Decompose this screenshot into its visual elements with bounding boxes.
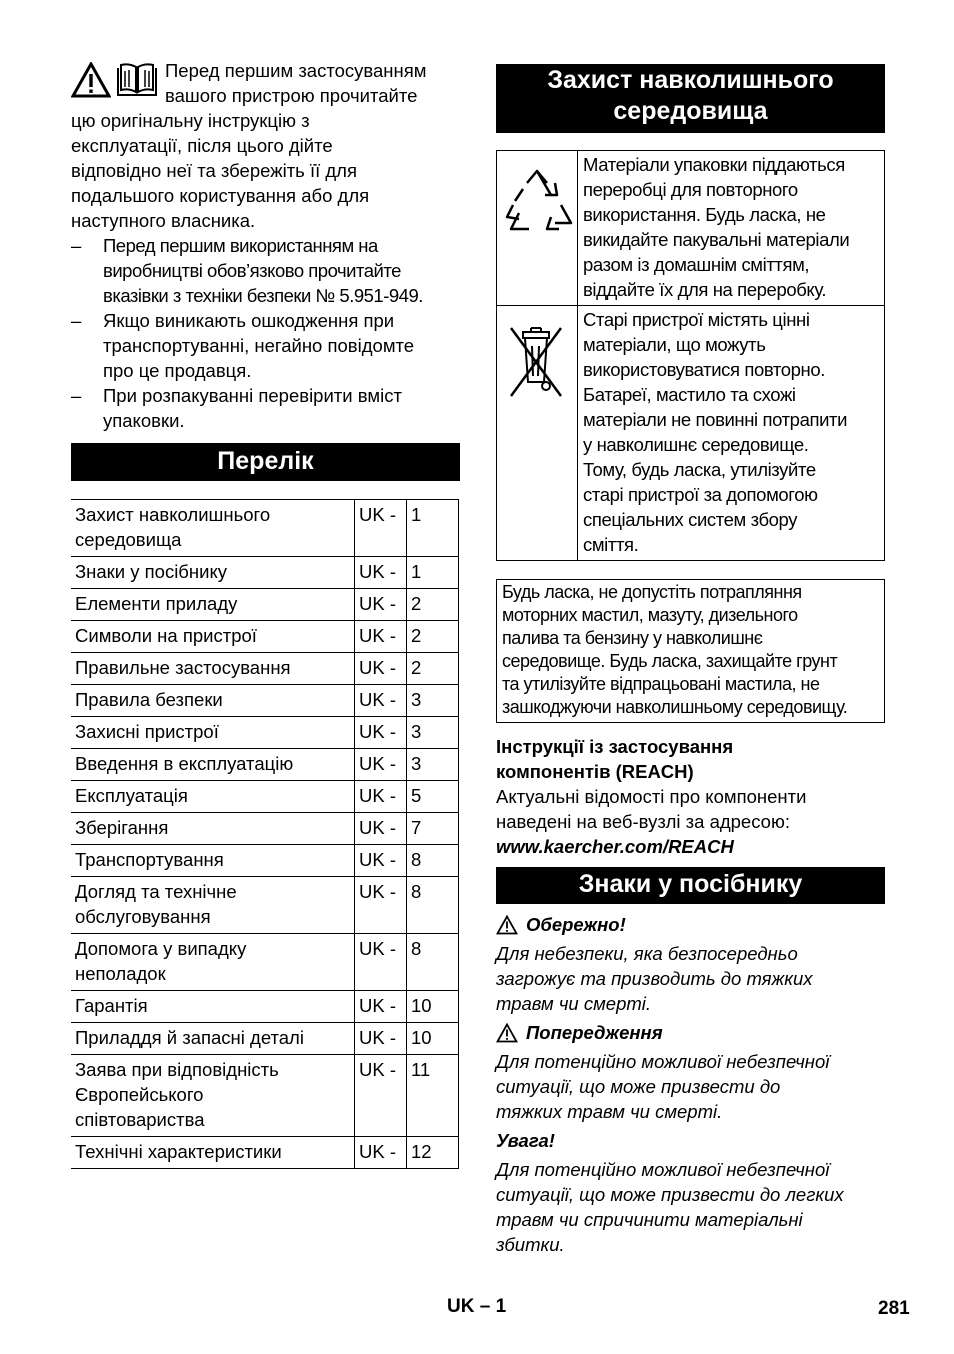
intro-line-1: Перед першим застосуванням [165,60,427,81]
text-line: палива та бензину у навколишнє [502,628,763,648]
toc-entry-prefix: UK - [355,685,407,717]
table-row [497,151,885,306]
text-line: зашкоджуючи навколишньому середовищу. [502,697,848,717]
toc-entry-page: 8 [407,877,459,934]
toc-entry-prefix: UK - [355,991,407,1023]
environment-table [496,150,885,561]
warning-label-row [496,1020,885,1045]
toc-entry-page: 2 [407,653,459,685]
disposal-text [578,306,885,561]
intro-paragraph [71,108,460,233]
text-line: Тому, будь ласка, утилізуйте [583,459,816,480]
toc-entry-prefix: UK - [355,653,407,685]
text-line: травм чи смерті. [496,993,652,1014]
toc-entry-title [71,934,355,991]
toc-title-line: Зберігання [75,817,169,838]
intro-line-2: вашого пристрою прочитайте [165,85,418,106]
warning-text [496,1049,885,1124]
environment-heading [496,64,885,133]
table-row[interactable] [71,685,459,717]
toc-title-line: Введення в експлуатацію [75,753,294,774]
crossed-bin-icon [497,316,577,406]
toc-title-line: Символи на пристрої [75,625,257,646]
toc-title-line: неполадок [75,963,166,984]
toc-entry-title [71,845,355,877]
right-column [496,64,885,1257]
toc-entry-title [71,1137,355,1169]
toc-title-line: Допомога у випадку [75,938,247,959]
caution-text [496,1157,885,1257]
text-line: моторних мастил, мазуту, дизельного [502,605,798,625]
table-row[interactable] [71,621,459,653]
text-line: Матеріали упаковки піддаються [583,154,845,175]
manual-book-icon [115,62,159,98]
toc-entry-prefix: UK - [355,934,407,991]
list-item [71,383,460,433]
footer-section-page: UK – 1 [447,1296,507,1317]
intro-first-lines [71,58,460,108]
recycle-text [578,151,885,306]
toc-entry-page: 8 [407,934,459,991]
toc-title-line: Захист навколишнього [75,504,271,525]
table-row[interactable] [71,500,459,557]
toc-entry-title [71,1055,355,1137]
dash-bullet: – [71,310,82,331]
toc-title-line: Транспортування [75,849,224,870]
list-item-text [103,233,423,308]
left-column [71,58,460,1169]
table-row[interactable] [71,991,459,1023]
toc-title-line: Захисні пристрої [75,721,219,742]
table-row[interactable] [71,781,459,813]
danger-label-row [496,912,885,937]
toc-title-line: Гарантія [75,995,148,1016]
toc-entry-page: 3 [407,749,459,781]
table-row[interactable] [71,934,459,991]
table-row[interactable] [71,1055,459,1137]
toc-entry-prefix: UK - [355,749,407,781]
toc-entry-title [71,500,355,557]
text-line: середовище. Будь ласка, захищайте грунт [502,651,838,671]
warning-triangle-icon [496,1023,518,1043]
text-line: сміття. [583,534,639,555]
toc-entry-prefix: UK - [355,557,407,589]
toc-entry-prefix: UK - [355,1023,407,1055]
text-line: збитки. [496,1234,565,1255]
text-line: Для потенційно можливої небезпечної [496,1051,830,1072]
text-line: викидайте пакувальні матеріали [583,229,850,250]
table-row[interactable] [71,589,459,621]
toc-entry-page: 10 [407,991,459,1023]
list-item [71,233,460,308]
toc-entry-title [71,685,355,717]
list-item [71,308,460,383]
text-line: віддайте їх для на переробку. [583,279,827,300]
toc-entry-title [71,653,355,685]
reach-body-line: наведені на веб-вузлі за адресою: [496,811,790,832]
toc-table [71,499,459,1169]
toc-entry-title [71,781,355,813]
list-line: транспортуванні, негайно повідомте [103,335,415,356]
warning-label: Попередження [526,1022,663,1043]
text-line: Старі пристрої містять цінні [583,309,810,330]
intro-text-top [165,58,426,108]
toc-entry-page: 2 [407,589,459,621]
toc-title-line: Правила безпеки [75,689,223,710]
toc-entry-prefix: UK - [355,621,407,653]
toc-title-line: Елементи приладу [75,593,238,614]
toc-title-line: Європейського [75,1084,204,1105]
text-line: загрожує та призводить до тяжких [496,968,813,989]
warning-triangle-icon [71,62,111,98]
table-row[interactable] [71,717,459,749]
danger-text [496,941,885,1016]
text-line: використання. Будь ласка, не [583,204,826,225]
toc-entry-title [71,621,355,653]
signs-section [496,912,885,1257]
text-line: переробці для повторного [583,179,798,200]
text-line: Для небезпеки, яка безпосередньо [496,943,798,964]
footer-page-number: 281 [878,1298,910,1319]
danger-label: Обережно! [526,914,626,935]
intro-rest-line: цю оригінальну інструкцію з [71,110,310,131]
toc-entry-page: 3 [407,685,459,717]
toc-entry-title [71,991,355,1023]
notes-list [71,233,460,433]
intro-rest-line: наступного власника. [71,210,256,231]
list-line: про це продавця. [103,360,252,381]
toc-entry-prefix: UK - [355,500,407,557]
text-line: використовуватися повторно. [583,359,825,380]
text-line: травм чи спричинити матеріальні [496,1209,803,1230]
toc-entry-page: 8 [407,845,459,877]
toc-entry-page: 2 [407,621,459,653]
disposal-icon-cell [497,306,578,561]
text-line: матеріали, що можуть [583,334,766,355]
warning-triangle-icon [496,915,518,935]
toc-entry-title [71,589,355,621]
list-line: упаковки. [103,410,185,431]
text-line: старі пристрої за допомогою [583,484,818,505]
oil-notice-box [496,579,885,723]
table-row[interactable] [71,1023,459,1055]
table-row[interactable] [71,877,459,934]
toc-title-line: середовища [75,529,182,550]
list-line: вказівки з техніки безпеки № 5.951-949. [103,285,423,306]
toc-entry-page: 11 [407,1055,459,1137]
list-line: виробництві обов’язково прочитайте [103,260,401,281]
toc-entry-prefix: UK - [355,781,407,813]
table-row[interactable] [71,749,459,781]
toc-entry-title [71,1023,355,1055]
toc-title-line: співтовариства [75,1109,205,1130]
table-row[interactable] [71,845,459,877]
table-row[interactable] [71,1137,459,1169]
table-row [497,306,885,561]
text-line: Будь ласка, не допустіть потрапляння [502,582,802,602]
toc-entry-prefix: UK - [355,1137,407,1169]
toc-entry-title [71,813,355,845]
recycle-icon [497,161,577,251]
text-line: ситуації, що може призвести до [496,1076,781,1097]
reach-title-line: компонентів (REACH) [496,761,694,782]
intro-rest-line: відповідно неї та збережіть її для [71,160,357,181]
text-line: матеріали не повинні потрапити [583,409,848,430]
toc-entry-prefix: UK - [355,877,407,934]
list-item-text [103,308,414,383]
toc-entry-prefix: UK - [355,813,407,845]
reach-url-link[interactable]: www.kaercher.com/REACH [496,836,734,857]
toc-entry-page: 12 [407,1137,459,1169]
toc-entry-page: 10 [407,1023,459,1055]
table-row[interactable] [71,557,459,589]
list-item-text [103,383,402,433]
text-line: ситуації, що може призвести до легких [496,1184,844,1205]
toc-title-line: обслуговування [75,906,211,927]
text-line: та утилізуйте відпрацьовані мастила, не [502,674,820,694]
toc-title-line: Приладдя й запасні деталі [75,1027,304,1048]
intro-icons [71,62,159,98]
toc-entry-title [71,749,355,781]
toc-entry-prefix: UK - [355,845,407,877]
toc-entry-prefix: UK - [355,589,407,621]
heading-line: Захист навколишнього [547,66,834,94]
toc-title-line: Технічні характеристики [75,1141,282,1162]
reach-section [496,734,885,859]
dash-bullet: – [71,385,82,406]
toc-entry-page: 5 [407,781,459,813]
dash-bullet: – [71,235,82,256]
toc-entry-prefix: UK - [355,717,407,749]
toc-title-line: Правильне застосування [75,657,291,678]
text-line: Для потенційно можливої небезпечної [496,1159,830,1180]
list-line: Якщо виникають ошкодження при [103,310,395,331]
table-row[interactable] [71,813,459,845]
text-line: разом із домашнім сміттям, [583,254,810,275]
text-line: Батареї, мастило та схожі [583,384,796,405]
list-line: При розпакуванні перевірити вміст [103,385,402,406]
toc-entry-page: 3 [407,717,459,749]
intro-rest-line: подальшого користування або для [71,185,370,206]
intro-rest-line: експлуатації, після цього дійте [71,135,333,156]
toc-title-line: Заява при відповідність [75,1059,279,1080]
toc-entry-title [71,557,355,589]
toc-entry-page: 7 [407,813,459,845]
text-line: тяжких травм чи смерті. [496,1101,723,1122]
toc-title-line: Знаки у посібнику [75,561,228,582]
toc-title-line: Догляд та технічне [75,881,237,902]
signs-heading: Знаки у посібнику [496,867,885,904]
toc-entry-page: 1 [407,500,459,557]
text-line: спеціальних систем збору [583,509,798,530]
toc-entry-title [71,717,355,749]
toc-title-line: Експлуатація [75,785,188,806]
text-line: у навколишнє середовище. [583,434,809,455]
reach-body-line: Актуальні відомості про компоненти [496,786,807,807]
toc-entry-page: 1 [407,557,459,589]
toc-entry-prefix: UK - [355,1055,407,1137]
caution-label: Увага! [496,1130,555,1151]
reach-title-line: Інструкції із застосування [496,736,734,757]
toc-heading: Перелік [71,443,460,481]
list-line: Перед першим використанням на [103,235,378,256]
recycle-icon-cell [497,151,578,306]
heading-line: середовища [613,97,768,125]
toc-entry-title [71,877,355,934]
table-row[interactable] [71,653,459,685]
